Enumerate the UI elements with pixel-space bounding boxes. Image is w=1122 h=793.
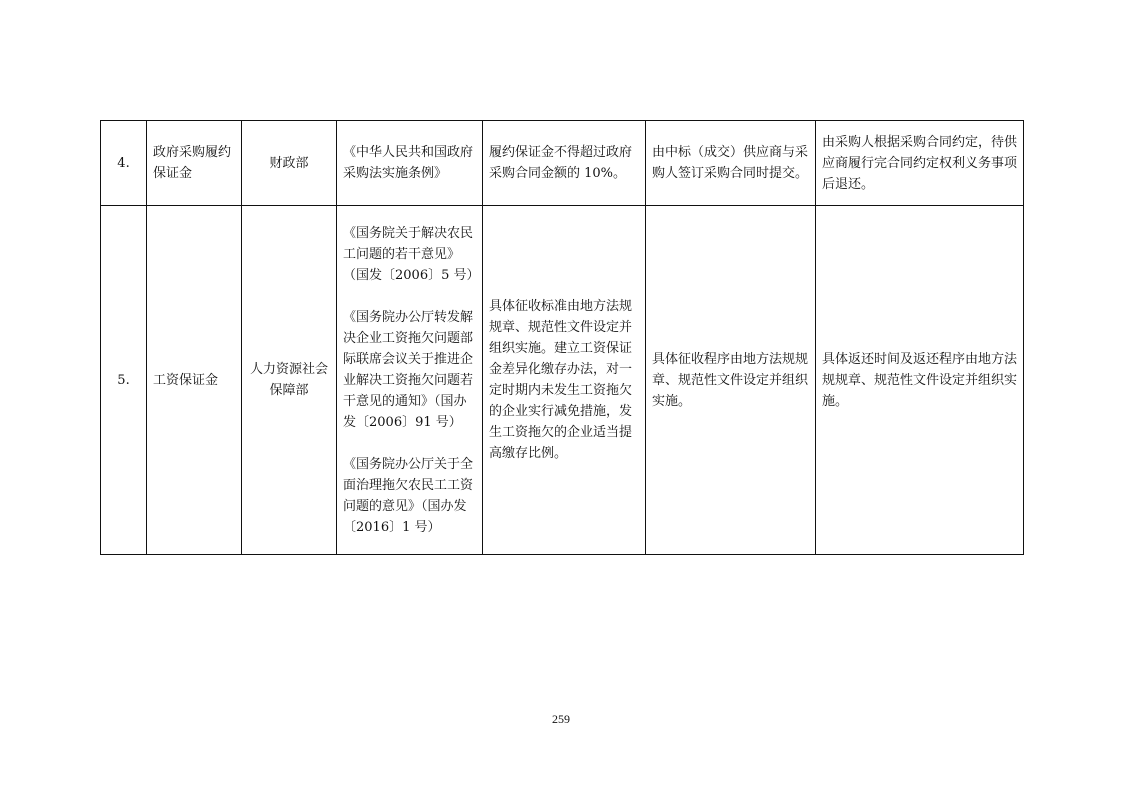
- page-number: 259: [552, 712, 570, 726]
- collection-procedure: 由中标（成交）供应商与采购人签订采购合同时提交。: [646, 121, 816, 206]
- legal-basis: [337, 121, 483, 206]
- collection-procedure: 具体征收程序由地方法规规章、规范性文件设定并组织实施。: [646, 206, 816, 555]
- return-procedure: 具体返还时间及返还程序由地方法规规章、规范性文件设定并组织实施。: [816, 206, 1024, 555]
- collection-standard: 具体征收标准由地方法规规章、规范性文件设定并组织实施。建立工资保证金差异化缴存办法，对一定时期内未发生工资拖欠的企业实行减免措施，发生工资拖欠的企业适当提高缴存比例。: [483, 206, 646, 555]
- law-reference: 《中华人民共和国政府采购法实施条例》: [343, 145, 474, 181]
- table-row: [101, 206, 1024, 555]
- deposit-name: 政府采购履约保证金: [147, 121, 242, 206]
- return-procedure: 由采购人根据采购合同约定，待供应商履行完合同约定权利义务事项后退还。: [816, 121, 1024, 206]
- row-number: 5.: [101, 206, 147, 555]
- department: 财政部: [242, 121, 337, 206]
- collection-standard: 履约保证金不得超过政府采购合同金额的 10%。: [483, 121, 646, 206]
- law-reference: 《国务院办公厅转发解决企业工资拖欠问题部际联席会议关于推进企业解决工资拖欠问题若干意见的通知》（国办发〔2006〕91 号）: [343, 309, 474, 430]
- table-row: [101, 121, 1024, 206]
- department: 人力资源社会保障部: [242, 206, 337, 555]
- legal-basis: [337, 206, 483, 555]
- deposit-table: [100, 120, 1024, 555]
- law-reference: 《国务院办公厅关于全面治理拖欠农民工工资问题的意见》（国办发〔2016〕1 号）: [343, 456, 474, 535]
- deposit-name: 工资保证金: [147, 206, 242, 555]
- row-number: 4.: [101, 121, 147, 206]
- law-reference: 《国务院关于解决农民工问题的若干意见》（国发〔2006〕5 号）: [343, 225, 480, 283]
